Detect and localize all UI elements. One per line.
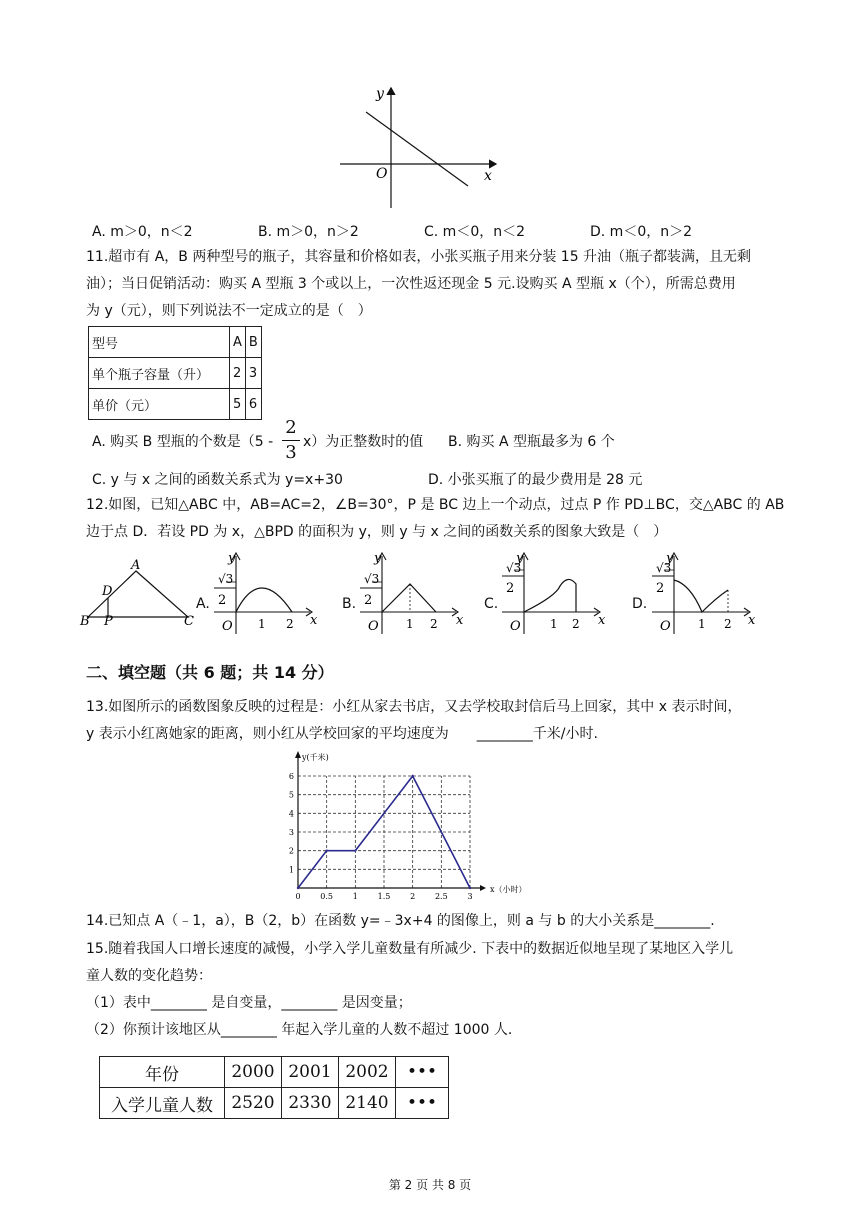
x-tick-label: 1.5 bbox=[377, 892, 391, 901]
tick-2-label: 2 bbox=[286, 617, 294, 631]
y-tick-label: 6 bbox=[288, 772, 294, 781]
q11-text-line2: 油）；当日促销活动：购买 A 型瓶 3 个或以上，一次性返还现金 5 元.设购买 A 型瓶 x（个），所需总费用 bbox=[86, 276, 736, 292]
table-cell: 2330 bbox=[282, 1088, 339, 1119]
tick-2-label: 2 bbox=[724, 617, 732, 631]
table-cell: 单价（元） bbox=[89, 389, 230, 420]
x-axis-label: x bbox=[484, 168, 492, 184]
table-cell: 6 bbox=[245, 389, 261, 420]
x-tick-label: 0.5 bbox=[320, 892, 334, 901]
q11-text-line1: 11.超市有 A，B 两种型号的瓶子，其容量和价格如表，小张买瓶子用来分装 15 升油（瓶子都装满，且无剩 bbox=[86, 249, 752, 265]
q13-distance-time-chart bbox=[280, 748, 527, 901]
q10-line-graph bbox=[330, 82, 505, 210]
y-tick-label: 1 bbox=[288, 865, 294, 875]
table-cell: 2 bbox=[230, 358, 246, 389]
q11-bottle-table bbox=[88, 326, 262, 420]
table-cell: 年份 bbox=[100, 1057, 225, 1088]
q11-option-d: D. 小张买瓶了的最少费用是 28 元 bbox=[428, 472, 643, 488]
table-row bbox=[100, 1057, 449, 1088]
q15-enrollment-table bbox=[99, 1056, 449, 1119]
q12-graph-b bbox=[352, 550, 464, 636]
x-tick-label: 1 bbox=[352, 892, 358, 901]
q11-option-a bbox=[92, 432, 273, 452]
section-heading: 二、填空题（共 6 题；共 14 分） bbox=[86, 663, 334, 682]
y-axis-label: y bbox=[374, 551, 382, 566]
x-axis-arrow bbox=[480, 885, 486, 891]
table-cell: B bbox=[245, 327, 261, 358]
table-cell: 2001 bbox=[282, 1057, 339, 1088]
table-cell: ••• bbox=[396, 1088, 449, 1119]
x-axis-label: x bbox=[748, 613, 756, 628]
y-axis-arrow bbox=[295, 751, 301, 758]
q12-option-a-label: A. bbox=[196, 596, 210, 612]
y-axis-label: y bbox=[666, 551, 674, 566]
tick-1-label: 1 bbox=[258, 617, 266, 631]
fraction-numerator: 2 bbox=[285, 417, 297, 438]
two-label: 2 bbox=[218, 593, 227, 608]
vertex-p-label: P bbox=[104, 614, 113, 629]
q12-triangle-figure bbox=[78, 555, 198, 627]
vertex-d-label: D bbox=[102, 584, 113, 599]
fraction-denominator: 3 bbox=[285, 442, 297, 463]
origin-label: O bbox=[368, 619, 379, 634]
two-label: 2 bbox=[364, 593, 373, 608]
y-axis-label: y bbox=[376, 86, 384, 102]
tick-1-label: 1 bbox=[550, 617, 558, 631]
vertex-c-label: C bbox=[184, 614, 194, 629]
table-cell: 3 bbox=[245, 358, 261, 389]
q15-text-line4: （2）你预计该地区从________ 年起入学儿童的人数不超过 1000 人. bbox=[86, 1022, 513, 1038]
y-tick-label: 4 bbox=[288, 809, 294, 819]
q15-text-line1: 15.随着我国人口增长速度的减慢，小学入学儿童数量有所减少. 下表中的数据近似地呈现了某地区入学儿 bbox=[86, 941, 734, 957]
x-axis-title: x（小时） bbox=[490, 885, 527, 894]
q12-graph-d bbox=[644, 550, 756, 636]
data-point bbox=[297, 887, 299, 889]
q13-text-line1: 13.如图所示的函数图象反映的过程是：小红从家去书店，又去学校取封信后马上回家，其中 x 表示时间， bbox=[86, 699, 742, 715]
sqrt3-label: √3 bbox=[506, 561, 522, 575]
vertex-b-label: B bbox=[80, 614, 90, 629]
table-row bbox=[100, 1088, 449, 1119]
fraction-bar bbox=[282, 440, 300, 441]
table-cell: 入学儿童人数 bbox=[100, 1088, 225, 1119]
fraction bbox=[282, 418, 300, 463]
origin-label: O bbox=[222, 619, 233, 634]
data-point bbox=[354, 849, 356, 851]
table-row bbox=[89, 358, 262, 389]
data-point bbox=[469, 887, 471, 889]
y-axis-title: y(千米) bbox=[302, 753, 329, 762]
q12-option-c-label: C. bbox=[484, 596, 499, 612]
table-cell: 型号 bbox=[89, 327, 230, 358]
origin-label: O bbox=[510, 619, 521, 634]
y-axis-label: y bbox=[228, 551, 236, 566]
origin-label: O bbox=[376, 166, 388, 182]
q15-text-line2: 童人数的变化趋势： bbox=[86, 968, 212, 984]
table-cell: 单个瓶子容量（升） bbox=[89, 358, 230, 389]
table-cell: ••• bbox=[396, 1057, 449, 1088]
sqrt3-label: √3 bbox=[364, 572, 380, 586]
y-tick-label: 5 bbox=[288, 790, 294, 800]
data-point bbox=[325, 849, 327, 851]
origin-label: O bbox=[660, 619, 671, 634]
q12-option-b-label: B. bbox=[342, 596, 357, 612]
data-point bbox=[411, 775, 413, 777]
tick-1-label: 1 bbox=[698, 617, 706, 631]
x-axis-label: x bbox=[310, 613, 318, 628]
sqrt3-label: √3 bbox=[656, 561, 672, 575]
table-cell: 2140 bbox=[339, 1088, 396, 1119]
q10-option-d: D. m＜0，n＞2 bbox=[590, 224, 693, 240]
table-cell: 2000 bbox=[225, 1057, 282, 1088]
x-tick-label: 2 bbox=[410, 892, 416, 901]
q10-option-c: C. m＜0，n＜2 bbox=[424, 224, 526, 240]
q12-text-line2: 边于点 D．若设 PD 为 x，△BPD 的面积为 y，则 y 与 x 之间的函数关系的图象大致是（ ） bbox=[86, 524, 668, 540]
q11-option-b: B. 购买 A 型瓶最多为 6 个 bbox=[448, 434, 615, 450]
option-a-prefix: A. 购买 B 型瓶的个数是（5 - bbox=[92, 434, 274, 450]
vertex-a-label: A bbox=[131, 558, 141, 573]
q14-text: 14.已知点 A（﹣1，a），B（2，b）在函数 y=﹣3x+4 的图像上，则 a 与 b 的大小关系是________. bbox=[86, 913, 715, 929]
table-row bbox=[89, 389, 262, 420]
two-label: 2 bbox=[656, 581, 665, 596]
tick-2-label: 2 bbox=[430, 617, 438, 631]
x-tick-label: 2.5 bbox=[434, 892, 448, 901]
table-cell: A bbox=[230, 327, 246, 358]
y-tick-label: 2 bbox=[288, 846, 294, 856]
q12-graph-c bbox=[494, 550, 606, 636]
x-tick-label: 3 bbox=[467, 892, 473, 901]
option-a-suffix: x）为正整数时的值 bbox=[303, 434, 424, 450]
table-cell: 5 bbox=[230, 389, 246, 420]
q15-text-line3: （1）表中________ 是自变量，________ 是因变量； bbox=[86, 995, 412, 1011]
sqrt3-label: √3 bbox=[218, 572, 234, 586]
x-tick-label: 0 bbox=[295, 892, 301, 901]
table-cell: 2002 bbox=[339, 1057, 396, 1088]
q13-text-line2: y 表示小红离她家的距离，则小红从学校回家的平均速度为 ________千米/小时. bbox=[86, 726, 598, 742]
q10-option-a: A. m＞0，n＜2 bbox=[92, 224, 193, 240]
q12-option-d-label: D. bbox=[632, 596, 648, 612]
page-footer: 第 2 页 共 8 页 bbox=[388, 1178, 472, 1192]
two-label: 2 bbox=[506, 581, 515, 596]
q11-option-c: C. y 与 x 之间的函数关系式为 y=x+30 bbox=[92, 472, 343, 488]
y-axis-label: y bbox=[516, 551, 524, 566]
q12-graph-a bbox=[206, 550, 318, 636]
tick-1-label: 1 bbox=[406, 617, 414, 631]
x-axis-label: x bbox=[598, 613, 606, 628]
q11-text-line3: 为 y（元），则下列说法不一定成立的是（ ） bbox=[86, 303, 372, 319]
q12-text-line1: 12.如图，已知△ABC 中，AB=AC=2，∠B=30°，P 是 BC 边上一个动点，过点 P 作 PD⊥BC，交△ABC 的 AB bbox=[86, 497, 785, 513]
x-axis-label: x bbox=[456, 613, 464, 628]
table-row bbox=[89, 327, 262, 358]
tick-2-label: 2 bbox=[572, 617, 580, 631]
table-cell: 2520 bbox=[225, 1088, 282, 1119]
q10-option-b: B. m＞0，n＞2 bbox=[258, 224, 359, 240]
y-tick-label: 3 bbox=[288, 828, 294, 837]
